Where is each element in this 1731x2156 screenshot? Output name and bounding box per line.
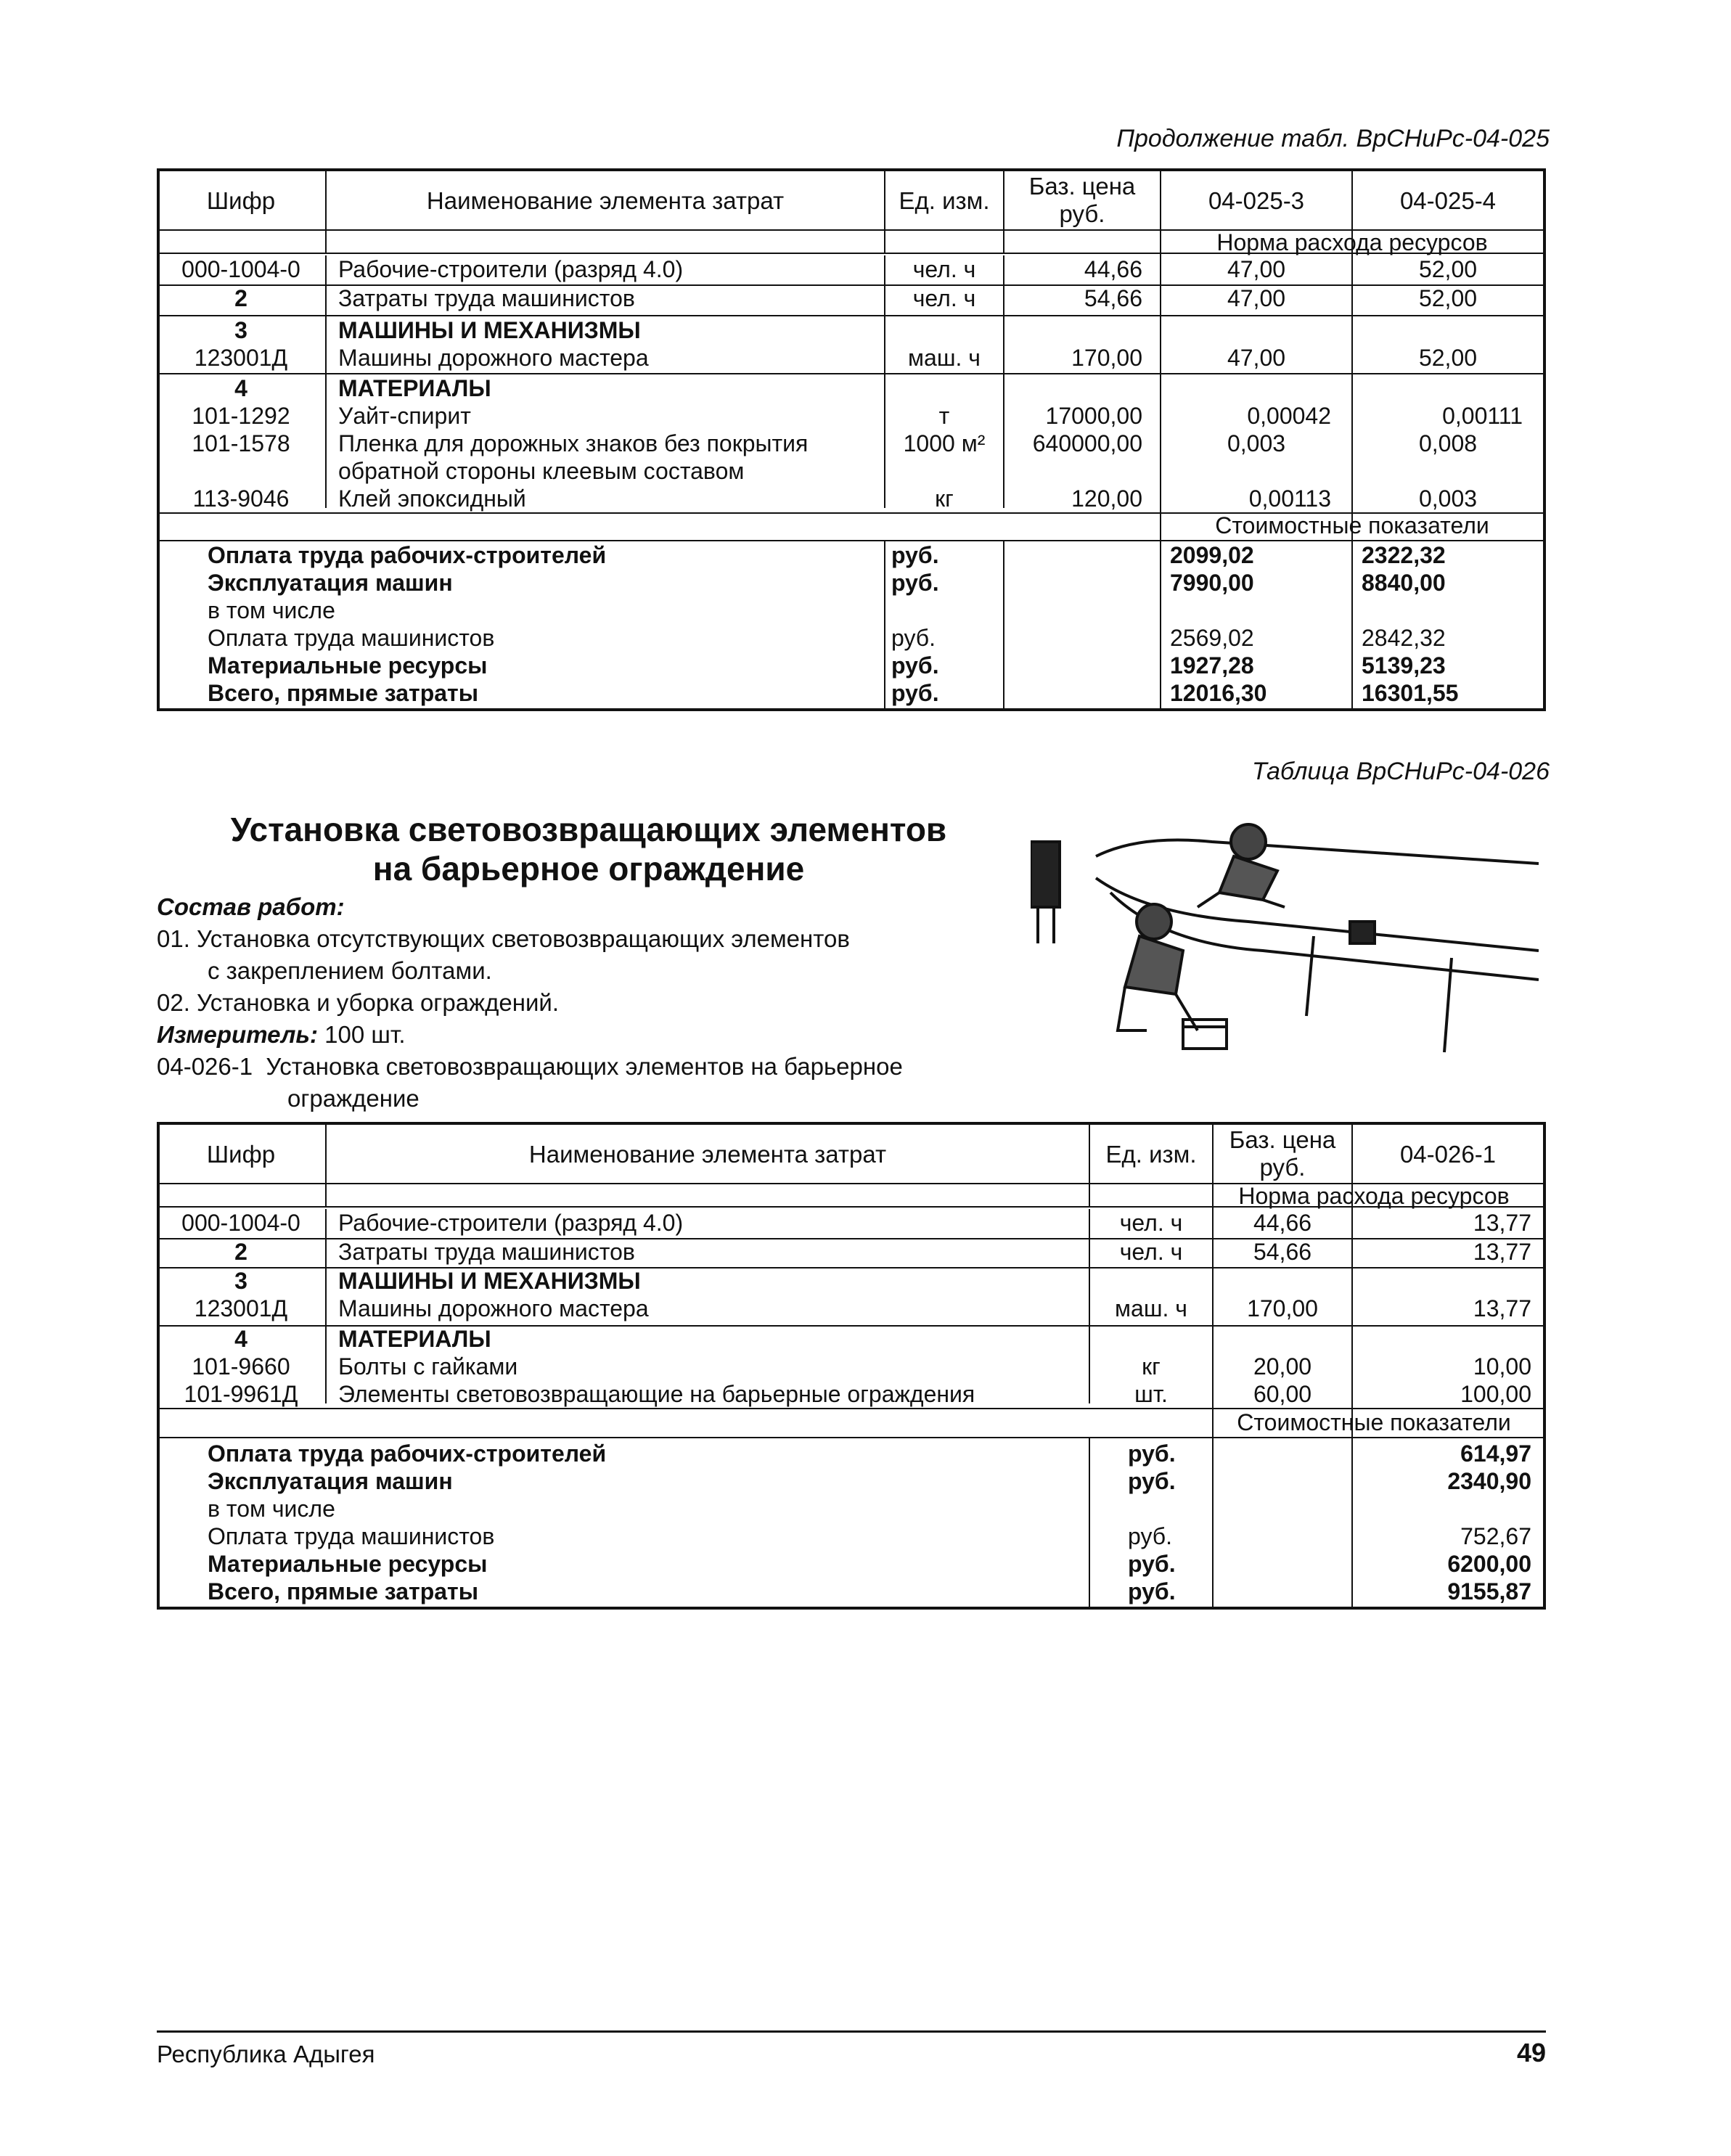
table-row-name: Пленка для дорожных знаков без покрытия — [338, 430, 809, 456]
table-row-val1: 13,77 — [1473, 1295, 1531, 1321]
table-row-name: Рабочие-строители (разряд 4.0) — [338, 1210, 684, 1236]
table-row-val1: 47,00 — [1227, 285, 1286, 311]
footer-region: Республика Адыгея — [157, 2041, 375, 2067]
table-row-code: 4 — [234, 375, 247, 401]
cost-row-label: Оплата труда рабочих-строителей — [208, 542, 607, 568]
table-row-price: 54,66 — [1084, 285, 1142, 311]
table-row-unit: 1000 м² — [903, 430, 986, 456]
cost-row-val1: 2340,90 — [1447, 1468, 1531, 1494]
table-row-name: Затраты труда машинистов — [338, 1239, 635, 1265]
work-item: 01. Установка отсутствующих световозвращающих элементов — [157, 925, 850, 952]
table-row-unit: чел. ч — [1119, 1210, 1183, 1236]
table-row-code: 101-1292 — [192, 403, 290, 429]
cost-row-val2: 8840,00 — [1362, 570, 1446, 596]
section-title-line1: Установка световозвращающих элементов — [230, 811, 947, 848]
cost-row-val1: 614,97 — [1460, 1440, 1531, 1467]
table-row-val1: 47,00 — [1227, 256, 1286, 282]
table-row-name: МАШИНЫ И МЕХАНИЗМЫ — [338, 317, 641, 343]
cost-row-label: Материальные ресурсы — [208, 652, 488, 679]
table-row-code: 101-9660 — [192, 1353, 290, 1380]
table-row-name: МАШИНЫ И МЕХАНИЗМЫ — [338, 1268, 641, 1294]
section-title-line2: на барьерное ограждение — [372, 850, 805, 888]
table-row-name: Болты с гайками — [338, 1353, 518, 1380]
cost-row-val2: 2322,32 — [1362, 542, 1446, 568]
cost-row-unit: руб. — [1128, 1523, 1173, 1549]
table-row-unit: чел. ч — [912, 256, 976, 282]
header-base-price: Баз. цена руб. — [1229, 1126, 1336, 1181]
table-row-val1: 13,77 — [1473, 1210, 1531, 1236]
cost-row-unit: руб. — [891, 542, 939, 568]
measure-label: Измеритель: — [157, 1021, 318, 1048]
table-row-unit: кг — [1142, 1353, 1161, 1380]
footer-divider — [157, 2030, 1546, 2033]
table-row-name: Рабочие-строители (разряд 4.0) — [338, 256, 684, 282]
header-base-price: Баз. цена руб. — [1028, 173, 1136, 227]
table-row-val1: 0,00042 — [1247, 403, 1331, 429]
cost-row-unit: руб. — [1128, 1440, 1176, 1467]
cost-row-unit: руб. — [891, 625, 936, 651]
cost-row-val1: 6200,00 — [1447, 1551, 1531, 1577]
table-row-price: 640000,00 — [1032, 430, 1142, 456]
header-code: Шифр — [206, 1141, 276, 1168]
table-row-name: Клей эпоксидный — [338, 485, 526, 512]
table-row-name: МАТЕРИАЛЫ — [338, 375, 491, 401]
table-row-unit: т — [938, 403, 950, 429]
header-name: Наименование элемента затрат — [426, 187, 785, 214]
table-row-name: Элементы световозвращающие на барьерные ограждения — [338, 1381, 975, 1407]
header-name: Наименование элемента затрат — [528, 1141, 887, 1168]
table-row-val1: 10,00 — [1473, 1353, 1531, 1380]
work-heading: Состав работ: — [157, 893, 345, 920]
header-unit: Ед. изм. — [899, 187, 990, 214]
cost-row-label: Оплата труда рабочих-строителей — [208, 1440, 607, 1467]
table-row-code: 3 — [234, 317, 247, 343]
table-row-val2: 0,003 — [1418, 485, 1478, 512]
table-row-price: 17000,00 — [1045, 403, 1142, 429]
table-row-name: Уайт-спирит — [338, 403, 471, 429]
work-item: с закреплением болтами. — [208, 957, 492, 984]
table-row-code: 123001Д — [194, 345, 288, 371]
cost-row-label: Оплата труда машинистов — [208, 1523, 495, 1549]
section-cost: Стоимостные показатели — [1237, 1409, 1511, 1435]
cost-row-label: Эксплуатация машин — [208, 570, 453, 596]
header-col-04-025-3: 04-025-3 — [1208, 187, 1305, 214]
table-row-code: 000-1004-0 — [181, 1210, 300, 1236]
page-number: 49 — [1516, 2038, 1546, 2067]
table-row-price: 54,66 — [1253, 1239, 1312, 1265]
section-title — [157, 810, 1020, 888]
table-row-unit: маш. ч — [1115, 1295, 1187, 1321]
cost-row-val1: 1927,28 — [1170, 652, 1254, 679]
table-row-code: 101-1578 — [192, 430, 290, 456]
table-row-price: 170,00 — [1247, 1295, 1318, 1321]
cost-row-unit: руб. — [891, 652, 939, 679]
table-row-val2: 52,00 — [1418, 345, 1478, 371]
table-row-val2: 0,008 — [1418, 430, 1478, 456]
table-row-val1: 100,00 — [1460, 1381, 1531, 1407]
table-row-code: 123001Д — [194, 1295, 288, 1321]
table-row-code: 3 — [234, 1268, 247, 1294]
table-row-val1: 0,003 — [1227, 430, 1286, 456]
table-row-name: Затраты труда машинистов — [338, 285, 635, 311]
cost-row-unit: руб. — [1128, 1578, 1176, 1604]
table-row-unit: чел. ч — [1119, 1239, 1183, 1265]
cost-row-label: Материальные ресурсы — [208, 1551, 488, 1577]
cost-row-label: в том числе — [208, 1496, 335, 1522]
table-row-code: 113-9046 — [192, 485, 290, 512]
section-norm: Норма расхода ресурсов — [1216, 229, 1488, 255]
table-row-price: 170,00 — [1071, 345, 1142, 371]
header-col-04-026-1: 04-026-1 — [1399, 1141, 1497, 1168]
table-row-val1: 0,00113 — [1248, 485, 1331, 512]
table-row-code: 2 — [234, 1239, 247, 1265]
code-line: 04-026-1 Установка световозвращающих элементов на барьерное — [157, 1053, 903, 1080]
table-row-name: МАТЕРИАЛЫ — [338, 1326, 491, 1352]
cost-row-unit: руб. — [891, 570, 939, 596]
cost-row-unit: руб. — [891, 680, 939, 706]
cost-row-label: Всего, прямые затраты — [208, 680, 479, 706]
cost-row-val1: 2569,02 — [1170, 625, 1254, 651]
table-row-name: обратной стороны клеевым составом — [338, 458, 745, 484]
cost-row-val1: 2099,02 — [1170, 542, 1254, 568]
table-label: Таблица ВрСНиРс-04-026 — [1251, 758, 1550, 785]
table-row-unit: чел. ч — [912, 285, 976, 311]
table-row-val2: 52,00 — [1418, 256, 1478, 282]
table-row-price: 120,00 — [1071, 485, 1142, 512]
cost-row-unit: руб. — [1128, 1468, 1176, 1494]
table-row-val2: 0,00111 — [1442, 403, 1523, 429]
cost-row-val1: 752,67 — [1460, 1523, 1531, 1549]
table-row-unit: маш. ч — [908, 345, 981, 371]
cost-row-val1: 7990,00 — [1170, 570, 1254, 596]
cost-row-label: Оплата труда машинистов — [208, 625, 495, 651]
measure-line — [157, 1019, 903, 1051]
header-code: Шифр — [206, 187, 276, 214]
workers-illustration — [1031, 813, 1539, 1067]
code-line-cont: ограждение — [287, 1085, 420, 1112]
table-row-price: 60,00 — [1253, 1381, 1312, 1407]
table-row-price: 44,66 — [1084, 256, 1142, 282]
cost-row-label: Эксплуатация машин — [208, 1468, 453, 1494]
table-row-val1: 13,77 — [1473, 1239, 1531, 1265]
cost-row-val2: 16301,55 — [1362, 680, 1459, 706]
table-row-price: 20,00 — [1253, 1353, 1312, 1380]
cost-row-val2: 5139,23 — [1362, 652, 1446, 679]
work-composition — [157, 891, 903, 1115]
table-row-unit: шт. — [1134, 1381, 1168, 1407]
cost-row-val1: 9155,87 — [1447, 1578, 1531, 1604]
table-row-val2: 52,00 — [1418, 285, 1478, 311]
table-row-name: Машины дорожного мастера — [338, 345, 649, 371]
table-row-price: 44,66 — [1253, 1210, 1312, 1236]
cost-row-label: в том числе — [208, 597, 335, 623]
work-item: 02. Установка и уборка ограждений. — [157, 989, 559, 1016]
cost-row-val1: 12016,30 — [1170, 680, 1267, 706]
header-unit: Ед. изм. — [1105, 1141, 1197, 1168]
section-norm: Норма расхода ресурсов — [1238, 1183, 1510, 1209]
table-row-name: Машины дорожного мастера — [338, 1295, 649, 1321]
table-row-val1: 47,00 — [1227, 345, 1286, 371]
continuation-label: Продолжение табл. ВрСНиРс-04-025 — [1116, 125, 1550, 152]
cost-row-val2: 2842,32 — [1362, 625, 1446, 651]
header-col-04-025-4: 04-025-4 — [1399, 187, 1497, 214]
table-row-code: 2 — [234, 285, 247, 311]
table-row-unit: кг — [935, 485, 954, 512]
measure-value: 100 шт. — [318, 1021, 406, 1048]
cost-row-unit: руб. — [1128, 1551, 1176, 1577]
cost-row-label: Всего, прямые затраты — [208, 1578, 479, 1604]
table-row-code: 101-9961Д — [184, 1381, 298, 1407]
section-cost: Стоимостные показатели — [1215, 512, 1489, 538]
table-row-code: 000-1004-0 — [181, 256, 300, 282]
table-row-code: 4 — [234, 1326, 247, 1352]
